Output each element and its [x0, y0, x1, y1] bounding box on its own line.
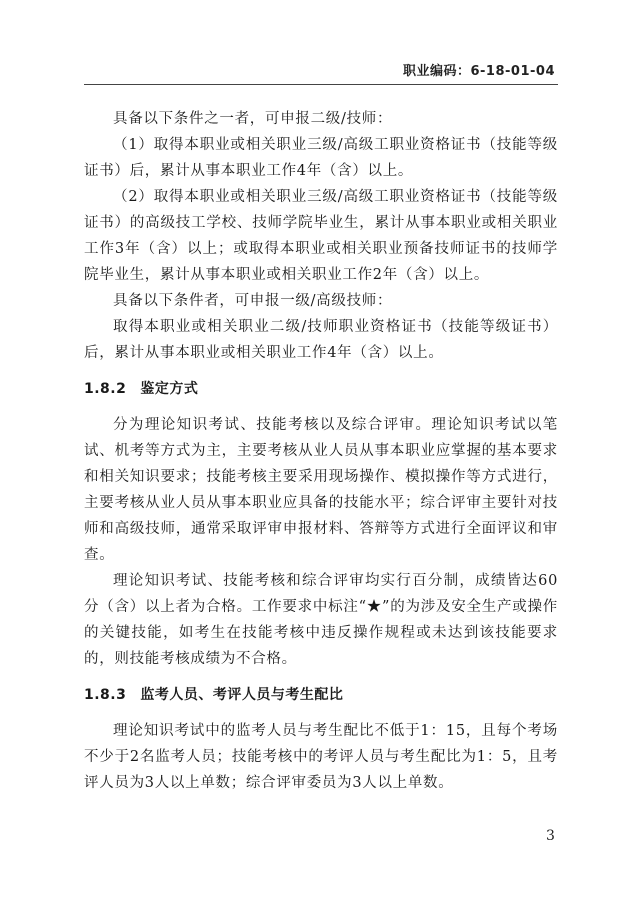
- page-content: [84, 106, 558, 796]
- paragraph: 理论知识考试中的监考人员与考生配比不低于1：15，且每个考场不少于2名监考人员；技能考核中的考评人员与考生配比为1：5，且考评人员为3人以上单数；综合评审委员为3人以上单数。: [84, 723, 558, 791]
- paragraph: 取得本职业或相关职业二级/技师职业资格证书（技能等级证书）后，累计从事本职业或相关职业工作4年（含）以上。: [84, 319, 558, 361]
- section-assessment-method: [84, 376, 558, 672]
- section-title: 鉴定方式: [140, 381, 199, 397]
- paragraph: 具备以下条件者，可申报一级/高级技师：: [113, 293, 393, 309]
- section-heading: [84, 682, 558, 708]
- paragraph: 理论知识考试、技能考核和综合评审均实行百分制，成绩皆达60分（含）以上者为合格。工作要求中标注“★”的为涉及安全生产或操作的关键技能，如考生在技能考核中违反操作规程或未达到该技能要求的，则技能考核成绩为不合格。: [84, 573, 558, 667]
- paragraph: （1）取得本职业或相关职业三级/高级工职业资格证书（技能等级证书）后，累计从事本职业工作4年（含）以上。: [84, 137, 558, 179]
- section-title: 监考人员、考评人员与考生配比: [140, 687, 344, 703]
- paragraph: （2）取得本职业或相关职业三级/高级工职业资格证书（技能等级证书）的高级技工学校、技师学院毕业生，累计从事本职业或相关职业工作3年（含）以上；或取得本职业或相关职业预备技师证书的技师学院毕业生，累计从事本职业或相关职业工作2年（含）以上。: [84, 189, 558, 283]
- paragraph: 分为理论知识考试、技能考核以及综合评审。理论知识考试以笔试、机考等方式为主，主要考核从业人员从事本职业应掌握的基本要求和相关知识要求；技能考核主要采用现场操作、模拟操作等方式进行，主要考核从业人员从事本职业应具备的技能水平；综合评审主要针对技师和高级技师，通常采取评审申报材料、答辩等方式进行全面评议和审查。: [84, 417, 558, 563]
- section-application-conditions: [84, 106, 558, 366]
- occupation-code: 职业编码：6-18-01-04: [402, 64, 555, 79]
- page-number: 3: [546, 828, 555, 844]
- section-staff-ratio: [84, 682, 558, 796]
- section-number: 1.8.2: [84, 381, 127, 397]
- section-number: 1.8.3: [84, 687, 127, 703]
- header-divider: [84, 84, 558, 85]
- section-heading: [84, 376, 558, 402]
- paragraph: 具备以下条件之一者，可申报二级/技师：: [113, 111, 393, 127]
